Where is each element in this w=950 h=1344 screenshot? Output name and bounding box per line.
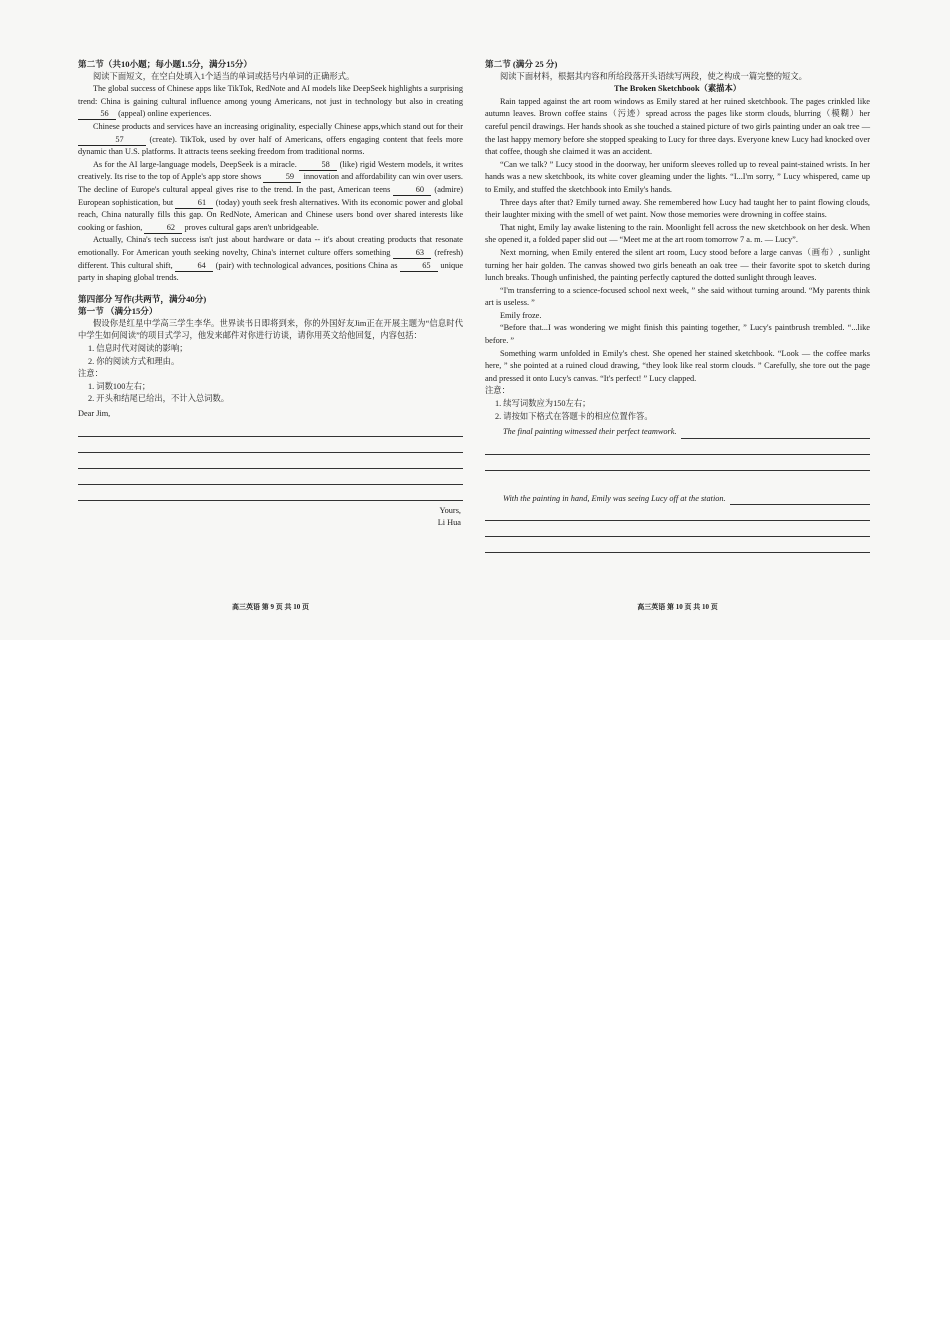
- answer-line[interactable]: [681, 428, 870, 439]
- text: Chinese products and services have an increasing originality, especially Chinese apps,which stand out for their: [92, 121, 463, 131]
- note-1: 1. 续写词数应为150左右；: [495, 399, 591, 409]
- text: (today) youth seek fresh alternatives. With its economic power and global reach, China naturally fills this gap. On RedNote, American and Chinese users bond over shared interests like cooking or fashion,: [78, 197, 464, 232]
- text: innovation and affordability can win over users. The decline of Europe's cultural appeal gives rise to the trend. In the past, American teens: [78, 172, 463, 194]
- text: As for the AI large-language models, DeepSeek is a miracle.: [92, 159, 300, 169]
- story-paragraph: That night, Emily lay awake listening to the rain. Moonlight fell across the new sketchbook on her desk. When she opened it, a folded paper slid out — “Meet me at the art room tomorrow 7 a. m. — Lucy”.: [485, 222, 870, 245]
- blank-56[interactable]: 56: [78, 109, 116, 120]
- lead-sentence-1-row: [485, 426, 870, 439]
- page-footer-right: 高三英语 第 10 页 共 10 页: [637, 603, 718, 611]
- blank-65[interactable]: 65: [400, 261, 438, 272]
- story-paragraph: Rain tapped against the art room windows as Emily stared at her ruined sketchbook. The pages crinkled like autumn leaves. Brown coffee stains（污迹）spread across the pages like storm clouds, blurring（模糊）her careful pencil drawings. Her hands shook as she touched a stained picture of two girls painting under an oak tree — the last happy memory before she stopped speaking to Lucy for three days. Everyone knew Lucy had knocked over that coffee, though she claimed it was an accident.: [485, 96, 870, 157]
- answer-line[interactable]: [485, 505, 870, 521]
- story-paragraph: “Can we talk? ” Lucy stood in the doorway, her uniform sleeves rolled up to reveal paint-stained wrists. In her hands was a new sketchbook, its white cover gleaming under the lights. “I...I'm sorry, ” Lucy whispered, came up to Emily, and stuffed the sketchbook into Emily's hands.: [485, 159, 870, 194]
- cloze-paragraph-4: [78, 234, 463, 284]
- story-paragraph: Emily froze.: [499, 310, 542, 320]
- answer-line[interactable]: [78, 453, 463, 469]
- blank-57[interactable]: 57: [78, 135, 146, 146]
- text: (create). TikTok, used by over half of Americans, offers engaging content that feels more dynamic than U.S. platforms. It attracts teens seeking freedom from traditional norms.: [78, 134, 463, 157]
- cloze-paragraph-3: [78, 159, 463, 235]
- blank-63[interactable]: 63: [393, 248, 431, 259]
- note-2: 2. 开头和结尾已给出，不计入总词数。: [88, 394, 230, 404]
- lead-sentence-2: With the painting in hand, Emily was seeing Lucy off at the station.: [503, 493, 726, 503]
- notes-label: 注意：: [485, 386, 510, 396]
- text: (refresh) different. This cultural shift,: [78, 247, 463, 270]
- text: Actually, China's tech success isn't just about hardware or data -- it's about creating products that resonate emotionally. For American youth seeking novelty, China's internet culture offers something: [78, 235, 463, 257]
- text: proves cultural gaps aren't unbridgeable.: [182, 222, 319, 232]
- cloze-instruction: 阅读下面短文，在空白处填入1个适当的单词或括号内单词的正确形式。: [92, 71, 355, 81]
- story-paragraph: Next morning, when Emily entered the silent art room, Lucy stood before a large canvas（画布）, sunlight turning her hair golden. The canvas showed two girls beneath an oak tree — their favorite spot to sketch during lunch breaks. Though unfinished, the painting perfectly captured the dotted sunlight through leaves.: [485, 247, 870, 283]
- answer-line[interactable]: [78, 437, 463, 453]
- blank-60[interactable]: 60: [393, 185, 431, 196]
- cloze-heading: 第二节（共10小题；每小题1.5分，满分15分）: [78, 59, 253, 69]
- blank-64[interactable]: 64: [175, 261, 213, 272]
- cloze-paragraph-2: [78, 121, 463, 159]
- blank-58[interactable]: 58: [299, 160, 337, 171]
- note-2: 2. 请按如下格式在答题卡的相应位置作答。: [495, 411, 653, 421]
- writing-prompt: 假设你是红星中学高三学生李华。世界读书日即将到来，你的外国好友Jim正在开展主题为“信息时代中学生如何阅读”的项目式学习，他发来邮件对你进行访谈，请你用英文给他回复，内容包括：: [78, 318, 463, 341]
- note-1: 1. 词数100左右；: [88, 381, 151, 391]
- continuation-instruction: 阅读下面材料，根据其内容和所给段落开头语续写两段，使之构成一篇完整的短文。: [499, 71, 807, 81]
- notes-label: 注意：: [78, 369, 103, 379]
- blank-62[interactable]: 62: [144, 223, 182, 234]
- writing-part-heading: 第四部分 写作(共两节，满分40分): [78, 293, 207, 304]
- text: (appeal) online experiences.: [116, 109, 212, 119]
- answer-line[interactable]: [78, 421, 463, 437]
- answer-line[interactable]: [485, 455, 870, 471]
- letter-closing: Yours,: [439, 505, 461, 515]
- page-footer-left: 高三英语 第 9 页 共 10 页: [232, 603, 309, 611]
- continuation-heading: 第二节 (满分 25 分): [485, 59, 558, 69]
- text: The global success of Chinese apps like TikTok, RedNote and AI models like DeepSeek highlights a surprising trend: China is gaining cultural influence among young Americans, not just in technology but also in creating: [78, 84, 463, 106]
- story-title: The Broken Sketchbook（素描本）: [613, 84, 742, 94]
- answer-line[interactable]: [78, 485, 463, 501]
- text: (admire) European sophistication, but: [78, 184, 463, 207]
- answer-lines: [78, 421, 463, 501]
- answer-line[interactable]: [485, 537, 870, 553]
- text: (like) rigid Western models, it writes creatively. Its rise to the top of Apple's app store shows: [78, 159, 463, 182]
- prompt-item-1: 1. 信息时代对阅读的影响；: [88, 344, 188, 354]
- blank-59[interactable]: 59: [263, 172, 301, 183]
- blank-61[interactable]: 61: [175, 198, 213, 209]
- text: unique party in shaping global trends.: [78, 260, 464, 283]
- lead-sentence-2-row: [485, 493, 870, 506]
- letter-signature: Li Hua: [437, 518, 461, 528]
- prompt-item-2: 2. 你的阅读方式和理由。: [88, 356, 180, 366]
- answer-line[interactable]: [485, 439, 870, 455]
- lead-sentence-1: The final painting witnessed their perfect teamwork.: [503, 427, 677, 437]
- answer-line[interactable]: [78, 469, 463, 485]
- cloze-paragraph-1: [78, 83, 463, 121]
- answer-line[interactable]: [485, 521, 870, 537]
- story-paragraph: “I'm transferring to a science-focused school next week, ” she said without turning around. “My parents think art is useless. ”: [485, 285, 870, 308]
- story-paragraph: “Before that...I was wondering we might finish this painting together, ” Lucy's paintbrush trembled. “...like before. ”: [485, 323, 870, 346]
- right-page: [485, 58, 870, 553]
- answer-line[interactable]: [730, 494, 870, 505]
- text: (pair) with technological advances, positions China as: [213, 260, 400, 270]
- letter-greeting: Dear Jim,: [78, 409, 111, 419]
- left-page: [78, 58, 463, 530]
- writing-section-heading: 第一节 （满分15分）: [78, 306, 158, 317]
- story-paragraph: Three days after that? Emily turned away. She remembered how Lucy had taught her to paint flowing clouds, their laughter mixing with the smell of wet paint. Now those memories were drowning in coffee stains.: [485, 197, 870, 220]
- story-paragraph: Something warm unfolded in Emily's chest. She opened her stained sketchbook. “Look — the coffee marks here, ” she pointed at a ruined cloud drawing, “they look like real storm clouds. ” Carefully, she tore out the page and pressed it onto Lucy's canvas. “It's perfect! ” Lucy clapped.: [485, 348, 870, 383]
- scanned-exam-sheet: [0, 0, 950, 640]
